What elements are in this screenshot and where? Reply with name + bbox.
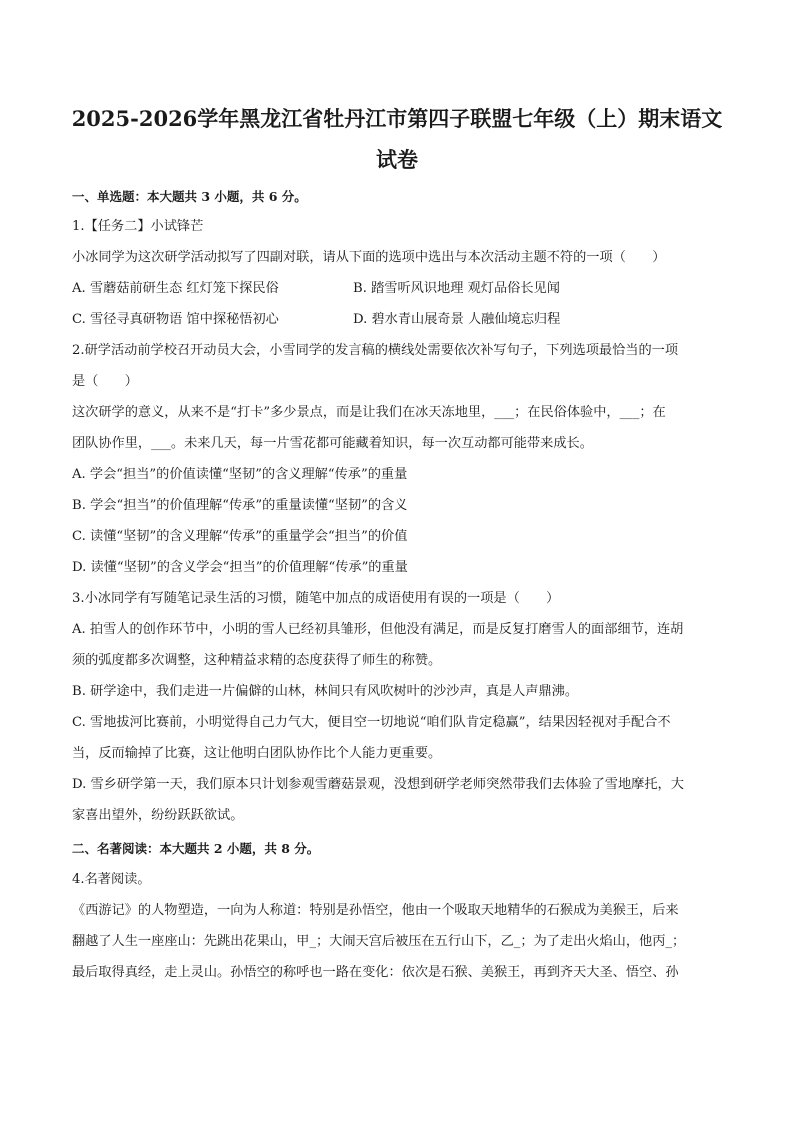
q2-stem-line-2: 是（ ）	[72, 374, 138, 389]
q3-stem: 3.小冰同学有写随笔记录生活的习惯，随笔中加点的成语使用有误的一项是（ ）	[72, 591, 560, 606]
q2-passage-line-1: 这次研学的意义，从来不是“打卡”多少景点，而是让我们在冰天冻地里，___；在民俗体验中，___；在	[72, 405, 666, 420]
q4-passage-line-2: 翻越了人生一座座山：先跳出花果山，甲_；大闹天宫后被压在五行山下，乙_；为了走出火焰山，他丙_；	[72, 934, 686, 949]
q1-option-c: C. 雪径寻真研物语 馆中探秘悟初心	[72, 312, 279, 327]
exam-title-line-1: 2025-2026学年黑龙江省牡丹江市第四子联盟七年级（上）期末语文	[71, 106, 723, 131]
q2-stem-line-1: 2.研学活动前学校召开动员大会，小雪同学的发言稿的横线处需要依次补写句子，下列选项最恰当的一项	[72, 343, 679, 358]
q1-option-b: B. 踏雪听风识地理 观灯品俗长见闻	[353, 281, 560, 296]
q3-option-a-line-1: A. 拍雪人的创作环节中，小明的雪人已经初具雏形，但他没有满足，而是反复打磨雪人的面部细节，连胡	[72, 622, 684, 637]
q1-stem: 小冰同学为这次研学活动拟写了四副对联，请从下面的选项中选出与本次活动主题不符的一项（ ）	[72, 250, 666, 265]
q2-option-c: C. 读懂“坚韧”的含义理解“传承”的重量学会“担当”的价值	[72, 529, 408, 544]
exam-title-line-2: 试卷	[376, 147, 418, 172]
q3-option-c-line-2: 当，反而输掉了比赛，这让他明白团队协作比个人能力更重要。	[72, 746, 442, 761]
q3-option-a-line-2: 须的弧度都多次调整，这种精益求精的态度获得了师生的称赞。	[72, 653, 442, 668]
section-heading-single-choice: 一、单选题：本大题共 3 小题，共 6 分。	[72, 189, 307, 204]
q1-option-a: A. 雪蘑菇前研生态 红灯笼下探民俗	[72, 281, 279, 296]
q4-number: 4.名著阅读。	[72, 872, 151, 887]
section-heading-classic-reading: 二、名著阅读：本大题共 2 小题，共 8 分。	[72, 841, 320, 856]
q2-option-a: A. 学会“担当”的价值读懂“坚韧”的含义理解“传承”的重量	[72, 467, 408, 482]
q4-passage-line-3: 最后取得真经，走上灵山。孙悟空的称呼也一路在变化：依次是石猴、美猴王，再到齐天大圣、悟空、孙	[72, 965, 679, 980]
q2-passage-line-2: 团队协作里，___。未来几天，每一片雪花都可能藏着知识，每一次互动都可能带来成长。	[72, 436, 593, 451]
q3-option-d-line-2: 家喜出望外，纷纷跃跃欲试。	[72, 808, 244, 823]
q4-passage-line-1: 《西游记》的人物塑造，一向为人称道：特别是孙悟空，他由一个吸取天地精华的石猴成为美猴王，后来	[72, 903, 679, 918]
q2-option-b: B. 学会“担当”的价值理解“传承”的重量读懂“坚韧”的含义	[72, 498, 408, 513]
q3-option-c-line-1: C. 雪地拔河比赛前，小明觉得自己力气大，便目空一切地说“咱们队肯定稳赢”，结果因轻视对手配合不	[72, 715, 671, 730]
q1-number: 1.【任务二】小试锋芒	[72, 219, 204, 234]
q2-option-d: D. 读懂“坚韧”的含义学会“担当”的价值理解“传承”的重量	[72, 560, 408, 575]
q1-option-d: D. 碧水青山展奇景 人融仙境忘归程	[353, 312, 561, 327]
q3-option-b: B. 研学途中，我们走进一片偏僻的山林，林间只有风吹树叶的沙沙声，真是人声鼎沸。	[72, 684, 579, 699]
q3-option-d-line-1: D. 雪乡研学第一天，我们原本只计划参观雪蘑菇景观，没想到研学老师突然带我们去体验了雪地摩托，大	[72, 777, 684, 792]
